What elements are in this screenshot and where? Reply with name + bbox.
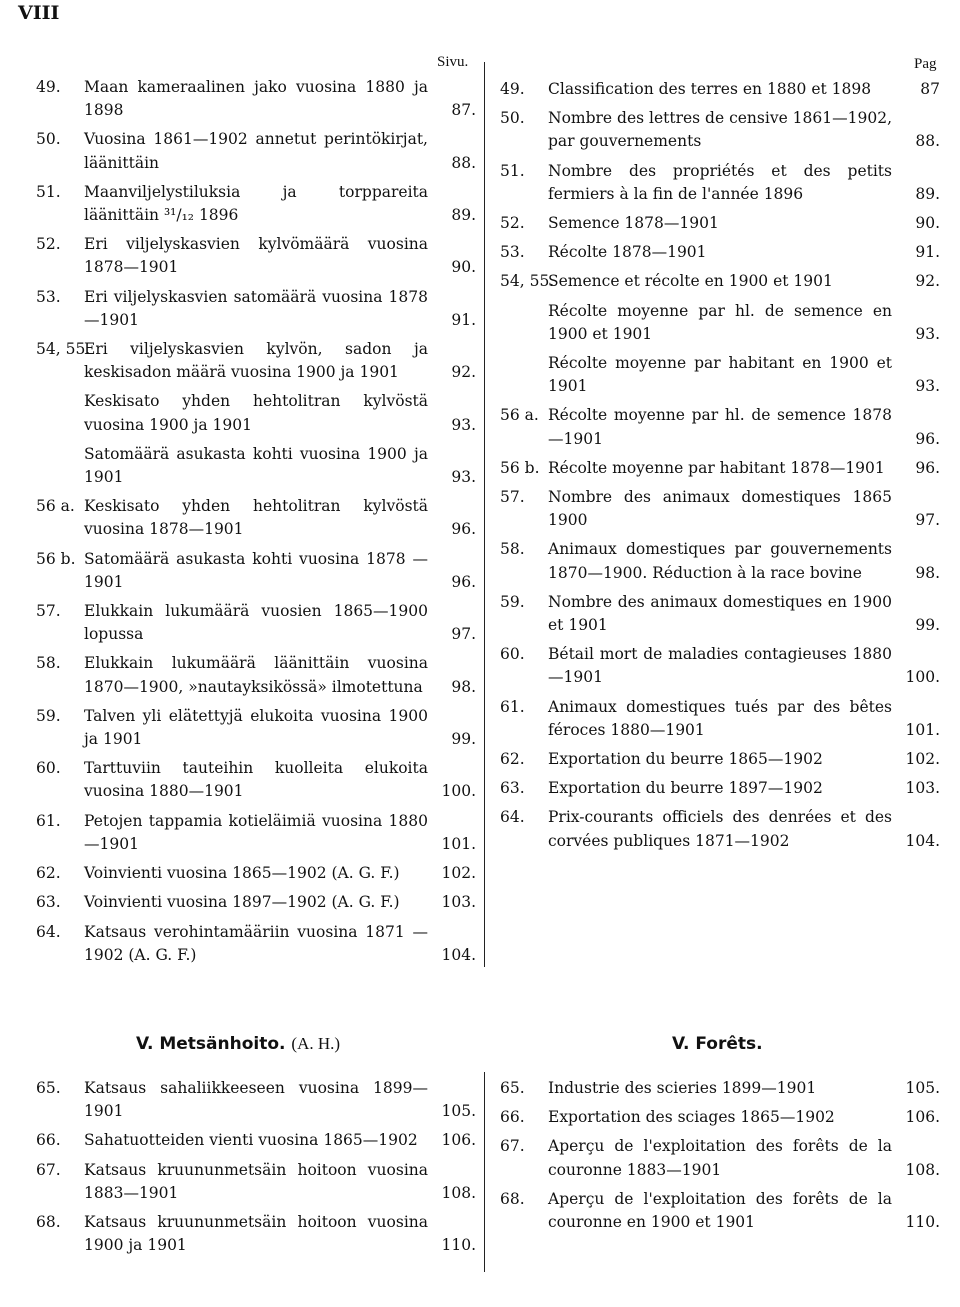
entry-number: 54, 55. <box>36 340 91 359</box>
entry-title: Eri viljelyskasvien satomäärä vuosina 1878—1901 <box>84 287 428 329</box>
entry-title: Keskisato yhden hehtolitran kylvöstä vuosina 1900 ja 1901 <box>84 392 428 434</box>
toc-entry <box>36 921 476 967</box>
toc-entry <box>500 352 940 398</box>
toc-entry <box>500 160 940 206</box>
entry-number: 53. <box>36 287 61 306</box>
entry-page: 92. <box>451 363 476 382</box>
entry-title: Récolte 1878—1901 <box>548 243 707 262</box>
entry-title: Maanviljelystiluksia ja torppareita läänittäin ³¹/₁₂ 1896 <box>84 182 428 225</box>
entry-number: 65. <box>36 1079 61 1097</box>
toc-entry <box>36 390 476 436</box>
entry-page: 93. <box>915 324 940 343</box>
entry-title: Animaux domestiques par gouvernements 1870—1900. Réduction à la race bovine <box>548 540 892 582</box>
entry-page: 97. <box>915 511 940 530</box>
toc-entry <box>36 495 476 541</box>
toc-entry <box>500 1106 940 1129</box>
toc-entry <box>36 1211 476 1257</box>
entry-title: Maan kameraalinen jako vuosina 1880 ja 1898 <box>84 78 428 120</box>
entry-page: 110. <box>441 1236 476 1255</box>
entry-title: Voinvienti vuosina 1865—1902 (A. G. F.) <box>84 864 400 883</box>
entry-title: Katsaus sahaliikkeeseen vuosina 1899—1901 <box>84 1079 428 1121</box>
entry-title: Semence et récolte en 1900 et 1901 <box>548 272 833 291</box>
toc-entry <box>500 538 940 584</box>
entry-number: 52. <box>36 235 61 254</box>
entry-number: 59. <box>500 592 525 611</box>
column-divider-upper <box>484 62 485 967</box>
entry-number: 61. <box>500 697 525 716</box>
entry-page: 101. <box>441 834 476 853</box>
entry-title: Katsaus kruununmetsäin hoitoon vuosina 1883—1901 <box>84 1160 428 1202</box>
entry-number: 60. <box>500 645 525 664</box>
entry-number: 64. <box>500 808 525 827</box>
entry-title: Animaux domestiques tués par des bêtes féroces 1880—1901 <box>548 697 892 739</box>
entry-number: 68. <box>500 1189 525 1208</box>
entry-title: Satomäärä asukasta kohti vuosina 1900 ja 1901 <box>84 444 428 487</box>
entry-page: 99. <box>451 730 476 749</box>
toc-entry <box>500 1135 940 1181</box>
entry-page: 89. <box>451 206 476 225</box>
toc-entry <box>500 1188 940 1234</box>
entry-page: 103. <box>905 779 940 798</box>
toc-entry <box>500 806 940 852</box>
entry-page: 104. <box>905 831 940 850</box>
entry-page: 93. <box>915 377 940 396</box>
entry-page: 110. <box>905 1213 940 1232</box>
toc-entry <box>36 810 476 856</box>
entry-page: 106. <box>905 1108 940 1127</box>
toc-entry <box>500 777 940 800</box>
entry-title: Keskisato yhden hehtolitran kylvöstä vuosina 1878—1901 <box>84 497 428 539</box>
entry-page: 90. <box>915 214 940 233</box>
entry-title: Eri viljelyskasvien kylvömäärä vuosina 1878—1901 <box>84 235 428 277</box>
section-title-left-text: V. Metsänhoito. <box>136 1034 286 1054</box>
left-toc-list <box>36 76 476 967</box>
column-divider-lower <box>484 1072 485 1272</box>
entry-title: Petojen tappamia kotieläimiä vuosina 1880—1901 <box>84 811 428 853</box>
forest-left-list <box>36 1077 476 1257</box>
entry-page: 105. <box>905 1079 940 1097</box>
entry-number: 61. <box>36 811 61 830</box>
entry-title: Bétail mort de maladies contagieuses 1880—1901 <box>548 645 892 687</box>
entry-title: Katsaus verohintamääriin vuosina 1871 —1902 (A. G. F.) <box>84 922 428 964</box>
section-title-left <box>136 1034 340 1054</box>
entry-title: Classification des terres en 1880 et 1898 <box>548 80 872 98</box>
entry-number: 58. <box>500 540 525 559</box>
entry-page: 87 <box>920 80 940 98</box>
entry-title: Exportation des sciages 1865—1902 <box>548 1108 835 1127</box>
right-column-header: Pag <box>914 56 937 72</box>
entry-title: Tarttuviin tauteihin kuolleita elukoita vuosina 1880—1901 <box>84 759 428 801</box>
entry-title: Satomäärä asukasta kohti vuosina 1878 —1901 <box>84 549 428 591</box>
toc-entry <box>500 486 940 532</box>
entry-number: 62. <box>36 864 61 883</box>
toc-entry <box>36 338 476 384</box>
entry-number: 59. <box>36 706 61 725</box>
toc-entry <box>36 705 476 751</box>
entry-page: 98. <box>915 563 940 582</box>
entry-number: 67. <box>36 1160 61 1179</box>
toc-entry <box>500 457 940 480</box>
entry-number: 62. <box>500 750 525 769</box>
toc-entry <box>500 300 940 346</box>
toc-entry <box>36 891 476 914</box>
entry-number: 57. <box>36 602 61 621</box>
toc-entry <box>500 591 940 637</box>
entry-page: 87. <box>451 101 476 120</box>
entry-page: 108. <box>905 1160 940 1179</box>
toc-entry <box>36 76 476 122</box>
toc-entry <box>36 862 476 885</box>
entry-number: 66. <box>36 1131 61 1150</box>
toc-entry <box>500 107 940 153</box>
entry-page: 96. <box>915 429 940 448</box>
entry-page: 88. <box>451 153 476 172</box>
entry-title: Elukkain lukumäärä läänittäin vuosina 1870—1900, »nautayksikössä» ilmotettuna <box>84 654 428 696</box>
entry-number: 60. <box>36 759 61 778</box>
toc-entry <box>36 286 476 332</box>
entry-page: 91. <box>451 310 476 329</box>
entry-page: 88. <box>915 132 940 151</box>
entry-number: 63. <box>36 893 61 912</box>
entry-page: 106. <box>441 1131 476 1150</box>
forest-right-list <box>500 1077 940 1234</box>
entry-page: 93. <box>451 468 476 487</box>
entry-title: Industrie des scieries 1899—1901 <box>548 1079 817 1097</box>
section-title-right-text: V. Forêts. <box>672 1034 763 1054</box>
right-toc-list <box>500 78 940 853</box>
entry-page: 103. <box>441 893 476 912</box>
entry-number: 54, 55. <box>500 272 555 291</box>
entry-page: 96. <box>915 458 940 477</box>
entry-page: 93. <box>451 415 476 434</box>
toc-entry <box>500 241 940 264</box>
entry-title: Prix-courants officiels des denrées et des corvées publiques 1871—1902 <box>548 808 892 850</box>
toc-entry <box>36 548 476 594</box>
toc-entry <box>36 1159 476 1205</box>
entry-title: Exportation du beurre 1865—1902 <box>548 750 823 769</box>
entry-number: 56 b. <box>36 549 76 568</box>
toc-entry <box>36 600 476 646</box>
entry-title: Nombre des animaux domestiques 1865 1900 <box>548 488 892 530</box>
entry-title: Semence 1878—1901 <box>548 214 719 233</box>
entry-title: Nombre des propriétés et des petits fermiers à la fin de l'année 1896 <box>548 161 892 203</box>
entry-title: Aperçu de l'exploitation des forêts de la couronne en 1900 et 1901 <box>548 1189 892 1232</box>
entry-page: 96. <box>451 520 476 539</box>
entry-number: 50. <box>36 130 61 149</box>
toc-entry <box>500 270 940 293</box>
toc-entry <box>500 1077 940 1100</box>
entry-title: Nombre des lettres de censive 1861—1902, par gouvernements <box>548 109 892 151</box>
entry-number: 51. <box>500 161 525 180</box>
entry-number: 64. <box>36 922 61 941</box>
entry-page: 101. <box>905 720 940 739</box>
entry-page: 98. <box>451 677 476 696</box>
entry-number: 51. <box>36 182 61 201</box>
entry-page: 92. <box>915 272 940 291</box>
section-title-left-suffix: (A. H.) <box>291 1034 341 1053</box>
entry-title: Vuosina 1861—1902 annetut perintökirjat, läänittäin <box>84 130 428 172</box>
entry-number: 56 b. <box>500 458 540 477</box>
entry-number: 58. <box>36 654 61 673</box>
entry-title: Exportation du beurre 1897—1902 <box>548 779 823 798</box>
entry-page: 104. <box>441 945 476 964</box>
toc-entry <box>36 1077 476 1123</box>
entry-number: 56 a. <box>36 497 75 516</box>
toc-entry <box>36 181 476 227</box>
toc-entry <box>36 443 476 489</box>
entry-page: 100. <box>905 668 940 687</box>
entry-title: Katsaus kruununmetsäin hoitoon vuosina 1900 ja 1901 <box>84 1213 428 1255</box>
entry-page: 96. <box>451 572 476 591</box>
entry-title: Récolte moyenne par hl. de semence 1878—1901 <box>548 406 892 448</box>
section-title-right <box>672 1034 763 1054</box>
entry-page: 91. <box>915 243 940 262</box>
entry-number: 50. <box>500 109 525 128</box>
entry-number: 49. <box>500 80 525 98</box>
toc-entry <box>500 404 940 450</box>
entry-title: Elukkain lukumäärä vuosien 1865—1900 lopussa <box>84 602 428 644</box>
entry-page: 99. <box>915 616 940 635</box>
entry-number: 68. <box>36 1213 61 1232</box>
toc-entry <box>36 757 476 803</box>
toc-entry <box>36 128 476 174</box>
entry-page: 100. <box>441 782 476 801</box>
page-number: VIII <box>18 2 60 24</box>
entry-number: 67. <box>500 1137 525 1156</box>
entry-page: 102. <box>441 864 476 883</box>
entry-number: 53. <box>500 243 525 262</box>
entry-title: Récolte moyenne par habitant 1878—1901 <box>548 458 885 477</box>
entry-page: 108. <box>441 1183 476 1202</box>
entry-page: 105. <box>441 1102 476 1121</box>
entry-number: 49. <box>36 78 61 96</box>
entry-number: 65. <box>500 1079 525 1097</box>
toc-entry <box>500 643 940 689</box>
entry-number: 63. <box>500 779 525 798</box>
entry-page: 90. <box>451 258 476 277</box>
entry-title: Nombre des animaux domestiques en 1900 et 1901 <box>548 592 892 635</box>
toc-entry <box>500 748 940 771</box>
entry-number: 66. <box>500 1108 525 1127</box>
toc-entry <box>500 212 940 235</box>
entry-title: Récolte moyenne par habitant en 1900 et 1901 <box>548 354 892 396</box>
entry-title: Aperçu de l'exploitation des forêts de la couronne 1883—1901 <box>548 1137 892 1179</box>
entry-title: Sahatuotteiden vienti vuosina 1865—1902 <box>84 1131 418 1150</box>
entry-page: 89. <box>915 184 940 203</box>
left-column-header: Sivu. <box>437 54 469 70</box>
toc-entry <box>36 652 476 698</box>
entry-number: 56 a. <box>500 406 539 425</box>
entry-title: Récolte moyenne par hl. de semence en 1900 et 1901 <box>548 301 892 343</box>
entry-page: 97. <box>451 625 476 644</box>
entry-title: Eri viljelyskasvien kylvön, sadon ja keskisadon määrä vuosina 1900 ja 1901 <box>84 340 428 382</box>
entry-title: Voinvienti vuosina 1897—1902 (A. G. F.) <box>84 893 400 912</box>
entry-title: Talven yli elätettyjä elukoita vuosina 1900 ja 1901 <box>84 706 428 749</box>
entry-page: 102. <box>905 750 940 769</box>
toc-entry <box>500 78 940 101</box>
toc-entry <box>500 696 940 742</box>
toc-entry <box>36 1129 476 1152</box>
toc-entry <box>36 233 476 279</box>
entry-number: 52. <box>500 214 525 233</box>
entry-number: 57. <box>500 488 525 507</box>
